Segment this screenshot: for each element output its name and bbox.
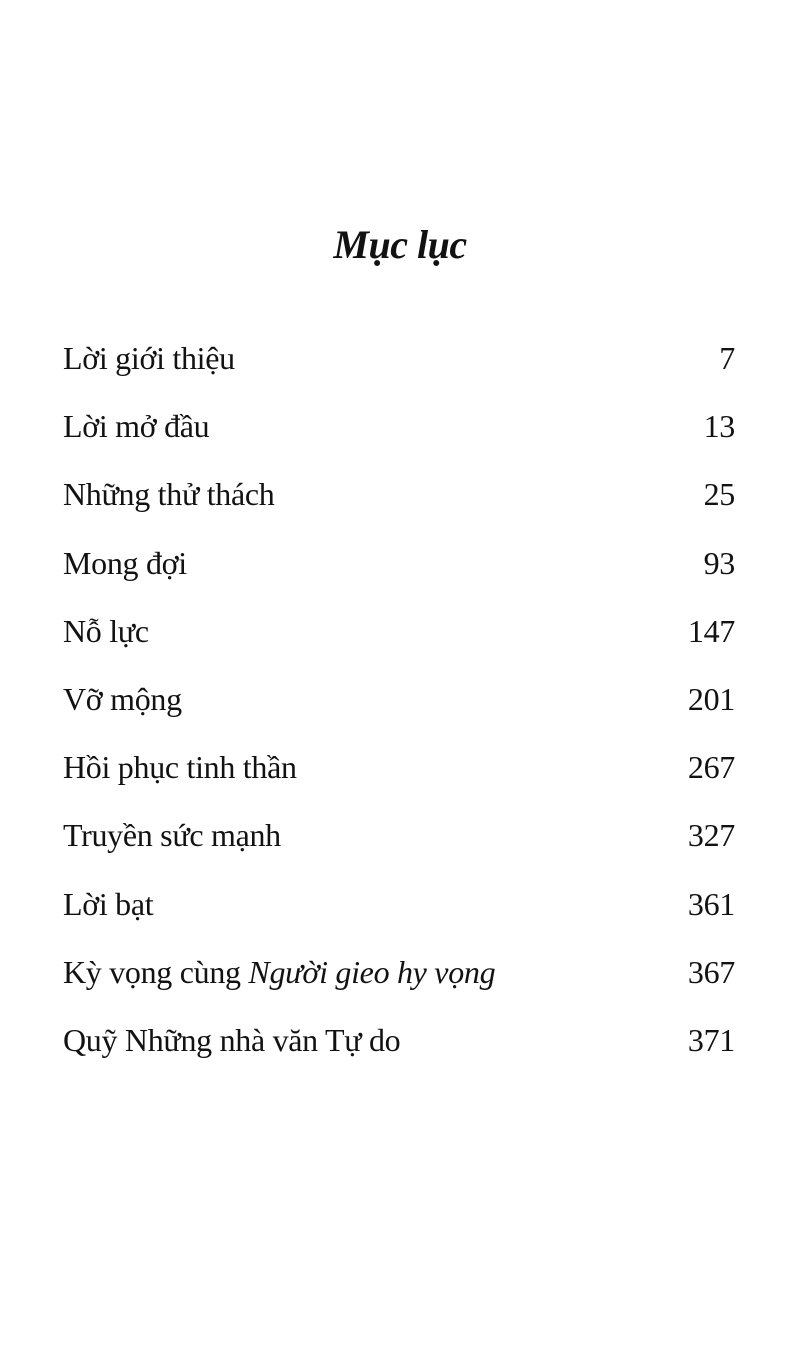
toc-entry xyxy=(63,870,735,938)
toc-entry-label: Hồi phục tinh thần xyxy=(63,749,297,786)
toc-entry-page-number: 93 xyxy=(703,544,735,581)
toc-entry-label: Truyền sức mạnh xyxy=(63,817,281,854)
toc-entry-label: Lời mở đầu xyxy=(63,408,210,445)
toc-entry-page-number: 327 xyxy=(687,817,735,854)
toc-entry xyxy=(63,733,735,801)
toc-entry-label: Quỹ Những nhà văn Tự do xyxy=(63,1021,401,1058)
toc-entry-page-number: 367 xyxy=(687,953,735,990)
toc-entry xyxy=(63,392,735,460)
toc-entry xyxy=(63,938,735,1006)
toc-entry-label xyxy=(63,953,496,990)
toc-entry-page-number: 13 xyxy=(703,408,735,445)
toc-entry-page-number: 201 xyxy=(687,681,735,718)
toc-entry xyxy=(63,460,735,528)
toc-list xyxy=(63,324,735,1074)
toc-entry-page-number: 361 xyxy=(687,885,735,922)
toc-entry-label: Mong đợi xyxy=(63,544,187,581)
toc-entry xyxy=(63,597,735,665)
toc-entry-page-number: 25 xyxy=(703,476,735,513)
toc-entry xyxy=(63,529,735,597)
toc-entry-label: Nỗ lực xyxy=(63,612,149,649)
toc-entry-label: Lời bạt xyxy=(63,885,154,922)
toc-entry-label: Vỡ mộng xyxy=(63,681,182,718)
toc-entry-label: Những thử thách xyxy=(63,476,275,513)
toc-entry xyxy=(63,324,735,392)
toc-entry-page-number: 267 xyxy=(687,749,735,786)
toc-entry-page-number: 147 xyxy=(687,612,735,649)
toc-entry xyxy=(63,665,735,733)
toc-entry xyxy=(63,1006,735,1074)
toc-entry xyxy=(63,801,735,869)
toc-entry-page-number: 371 xyxy=(687,1021,735,1058)
toc-entry-page-number: 7 xyxy=(719,340,735,377)
toc-entry-label: Lời giới thiệu xyxy=(63,340,235,377)
toc-entry-label-regular: Kỳ vọng cùng xyxy=(63,953,249,990)
page-title: Mục lục xyxy=(333,221,467,267)
toc-entry-label-italic: Người gieo hy vọng xyxy=(248,953,496,990)
